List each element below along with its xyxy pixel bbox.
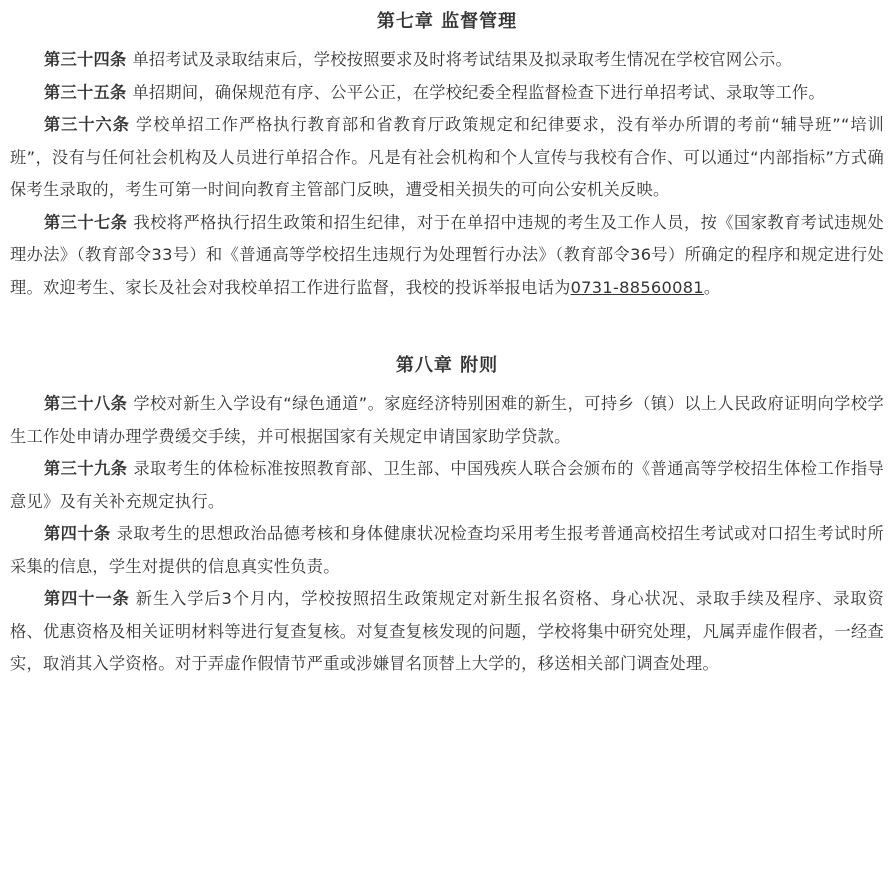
article-number: 第三十四条 — [44, 50, 127, 69]
article-36 — [10, 109, 884, 207]
article-number: 第四十条 — [44, 524, 111, 543]
chapter-8-title: 第八章 附则 — [395, 355, 499, 376]
complaint-phone-link[interactable]: 0731-88560081 — [570, 277, 704, 297]
article-text: 录取考生的思想政治品德考核和身体健康状况检查均采用考生报考普通高校招生考试或对口招生考试时所采集的信息，学生对提供的信息真实性负责。 — [10, 524, 885, 576]
article-35 — [10, 77, 884, 110]
article-text: 学校单招工作严格执行教育部和省教育厅政策规定和纪律要求，没有举办所谓的考前“辅导班”“培训班”，没有与任何社会机构及人员进行单招合作。凡是有社会机构和个人宣传与我校有合作、可以通过“内部指标”方式确保考生录取的，考生可第一时间向教育主管部门反映，遭受相关损失的可向公安机关反映。 — [10, 115, 885, 199]
article-34 — [10, 44, 884, 77]
article-41 — [10, 583, 884, 681]
article-38 — [10, 388, 884, 453]
article-text: 单招考试及录取结束后，学校按照要求及时将考试结果及拟录取考生情况在学校官网公示。 — [132, 50, 792, 69]
article-number: 第三十九条 — [44, 459, 128, 478]
article-text-tail: 。 — [703, 277, 721, 297]
article-number: 第三十八条 — [44, 394, 128, 413]
article-number: 第三十五条 — [44, 82, 127, 102]
article-number: 第四十一条 — [44, 589, 130, 608]
article-text: 单招期间，确保规范有序、公平公正，在学校纪委全程监督检查下进行单招考试、录取等工作。 — [132, 82, 825, 102]
article-40 — [10, 518, 884, 583]
article-39 — [10, 453, 884, 518]
article-text: 新生入学后3个月内，学校按照招生政策规定对新生报名资格、身心状况、录取手续及程序、录取资格、优惠资格及相关证明材料等进行复查复核。对复查复核发现的问题，学校将集中研究处理，凡属弄虚作假者，一经查实，取消其入学资格。对于弄虚作假情节严重或涉嫌冒名顶替上大学的，移送相关部门调查处理。 — [10, 589, 885, 673]
article-text: 录取考生的体检标准按照教育部、卫生部、中国残疾人联合会颁布的《普通高等学校招生体检工作指导意见》及有关补充规定执行。 — [10, 459, 884, 511]
article-text: 学校对新生入学设有“绿色通道”。家庭经济特别困难的新生，可持乡（镇）以上人民政府证明向学校学生工作处申请办理学费缓交手续，并可根据国家有关规定申请国家助学贷款。 — [10, 394, 884, 446]
chapter-7-title: 第七章 监督管理 — [376, 11, 518, 32]
article-text: 我校将严格执行招生政策和招生纪律，对于在单招中违规的考生及工作人员，按《国家教育考试违规处理办法》（教育部令33号）和《普通高等学校招生违规行为处理暂行办法》（教育部令36号）所确定的程序和规定进行处理。欢迎考生、家长及社会对我校单招工作进行监督，我校的投诉举报电话为 — [10, 212, 884, 297]
article-number: 第三十七条 — [44, 212, 128, 232]
article-number: 第三十六条 — [44, 115, 130, 134]
article-37 — [10, 207, 884, 305]
